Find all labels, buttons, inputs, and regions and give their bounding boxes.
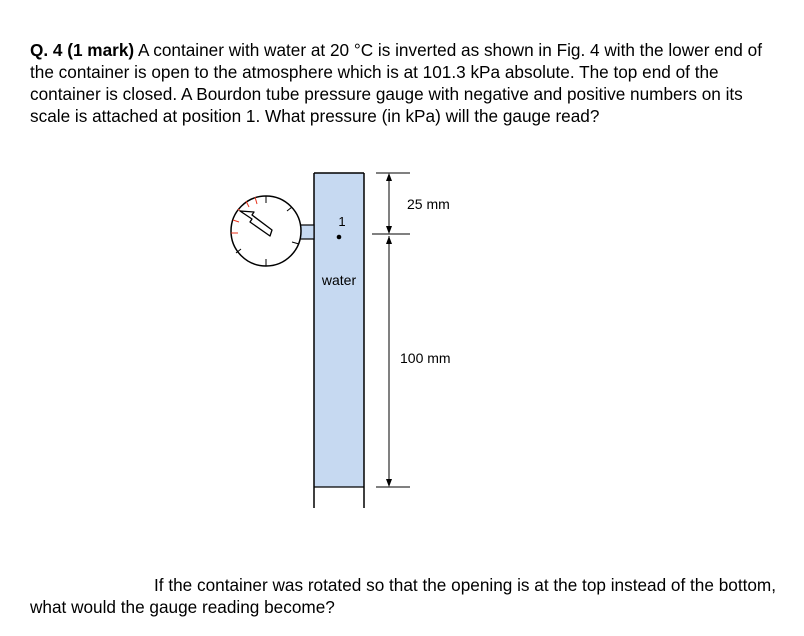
bourdon-gauge (231, 196, 301, 266)
followup-question (30, 574, 790, 618)
position-dot (337, 235, 342, 240)
water-label: water (321, 272, 357, 288)
dim-label-25mm: 25 mm (407, 196, 450, 212)
question-label: Q. 4 (1 mark) (30, 40, 135, 60)
dimension-25mm (372, 173, 410, 234)
position-label: 1 (338, 214, 346, 229)
followup-text: If the container was rotated so that the opening is at the top instead of the bottom, what would the gauge reading become? (30, 575, 777, 617)
gauge-connector (300, 225, 314, 239)
dim-label-100mm: 100 mm (400, 350, 451, 366)
question-body: A container with water at 20 °C is inverted as shown in Fig. 4 with the lower end of the container is open to the atmosphere which is at 101.3 kPa absolute. The top end of the container is closed. A Bourdon tube pressure gauge with negative and positive numbers on its scale is attached at position 1. What pressure (in kPa) will the gauge read? (30, 40, 762, 126)
